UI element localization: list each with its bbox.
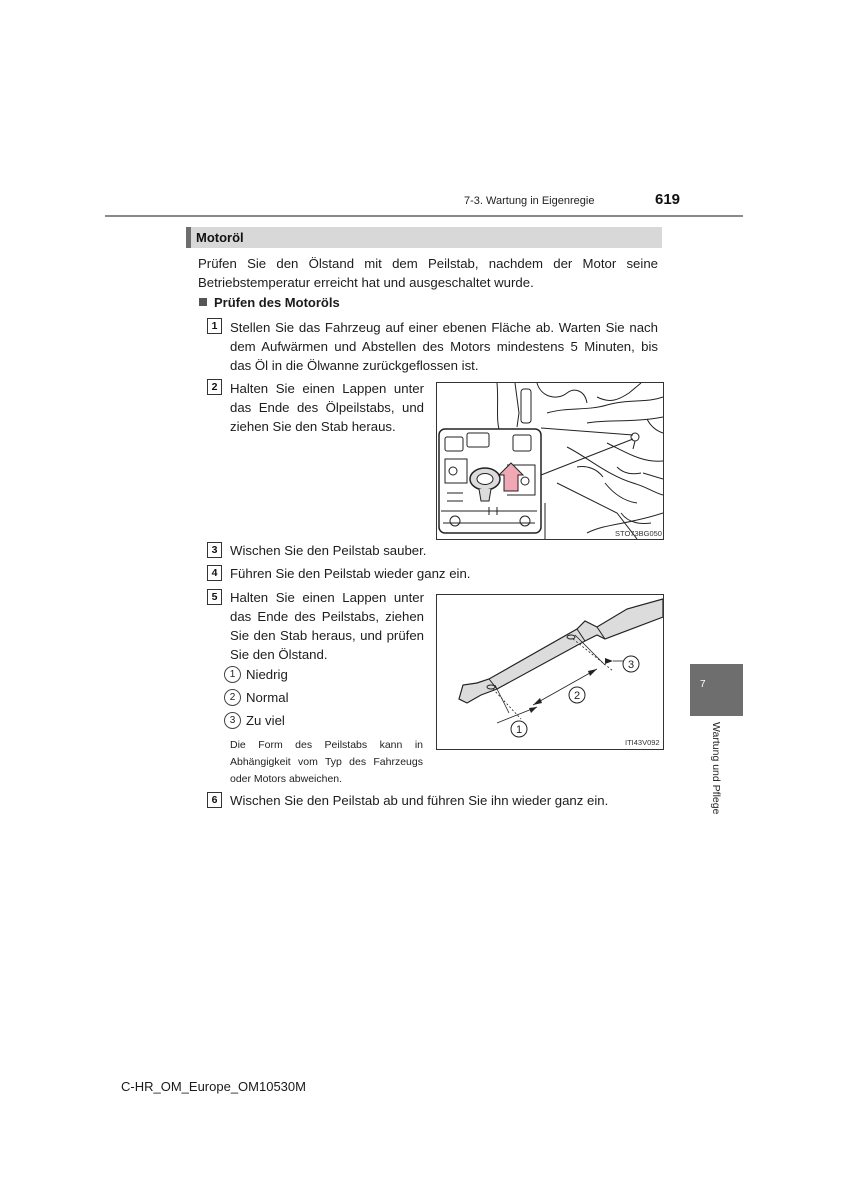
page-number: 619 xyxy=(655,191,681,208)
dipstick-figure-code: ITI43V092 xyxy=(625,738,660,747)
engine-bay-figure xyxy=(436,382,664,540)
step-text-6: Wischen Sie den Peilstab ab und führen Sie ihn wieder ganz ein. xyxy=(230,793,609,808)
level-marker-1: 1 xyxy=(224,666,241,683)
dipstick-mark-2: 2 xyxy=(573,690,581,702)
running-header-section: 7-3. Wartung in Eigenregie xyxy=(464,195,595,207)
level-label-high: Zu viel xyxy=(246,713,285,728)
step-text-4: Führen Sie den Peilstab wieder ganz ein. xyxy=(230,566,471,581)
section-title: Motoröl xyxy=(196,230,244,245)
level-marker-2: 2 xyxy=(224,689,241,706)
document-code-footer: C-HR_OM_Europe_OM10530M xyxy=(121,1079,306,1094)
header-rule xyxy=(105,215,743,217)
subsection-heading xyxy=(199,295,340,310)
chapter-label: Wartung und Pflege xyxy=(710,722,722,815)
engine-figure-code: STO73BG050 xyxy=(615,529,662,538)
step-number-6: 6 xyxy=(207,792,222,808)
section-intro: Prüfen Sie den Ölstand mit dem Peilstab, nachdem der Motor seine Betriebstemperatur erreicht hat und ausgeschaltet wurde. xyxy=(198,256,658,290)
step-text-5: Halten Sie einen Lappen unter das Ende des Peilstabs, ziehen Sie den Stab heraus, und prüfen Sie den Ölstand. xyxy=(230,590,424,662)
section-heading-accent xyxy=(186,227,191,248)
dipstick-figure xyxy=(436,594,664,750)
square-bullet-icon xyxy=(199,298,207,306)
step-number-5: 5 xyxy=(207,589,222,605)
dipstick-note: Die Form des Peilstabs kann in Abhängigkeit vom Typ des Fahrzeugs oder Motors abweichen. xyxy=(230,739,423,785)
step-number-2: 2 xyxy=(207,379,222,395)
dipstick-mark-1: 1 xyxy=(515,724,523,736)
step-number-3: 3 xyxy=(207,542,222,558)
chapter-tab xyxy=(690,664,743,716)
level-marker-3: 3 xyxy=(224,712,241,729)
subsection-title: Prüfen des Motoröls xyxy=(214,295,340,310)
dipstick-illustration xyxy=(437,595,663,749)
step-number-1: 1 xyxy=(207,318,222,334)
section-heading-bar xyxy=(186,227,662,248)
level-label-normal: Normal xyxy=(246,690,289,705)
step-text-2: Halten Sie einen Lappen unter das Ende des Ölpeilstabs, und ziehen Sie den Stab heraus. xyxy=(230,381,424,434)
dipstick-mark-3: 3 xyxy=(627,659,635,671)
level-label-low: Niedrig xyxy=(246,667,288,682)
chapter-number: 7 xyxy=(700,679,706,690)
step-number-4: 4 xyxy=(207,565,222,581)
step-text-1: Stellen Sie das Fahrzeug auf einer ebenen Fläche ab. Warten Sie nach dem Aufwärmen und Abstellen des Motors mindestens 5 Minuten, bis das Öl in die Ölwanne zurückgeflossen ist. xyxy=(230,320,658,373)
engine-bay-illustration xyxy=(437,383,663,539)
step-text-3: Wischen Sie den Peilstab sauber. xyxy=(230,543,427,558)
